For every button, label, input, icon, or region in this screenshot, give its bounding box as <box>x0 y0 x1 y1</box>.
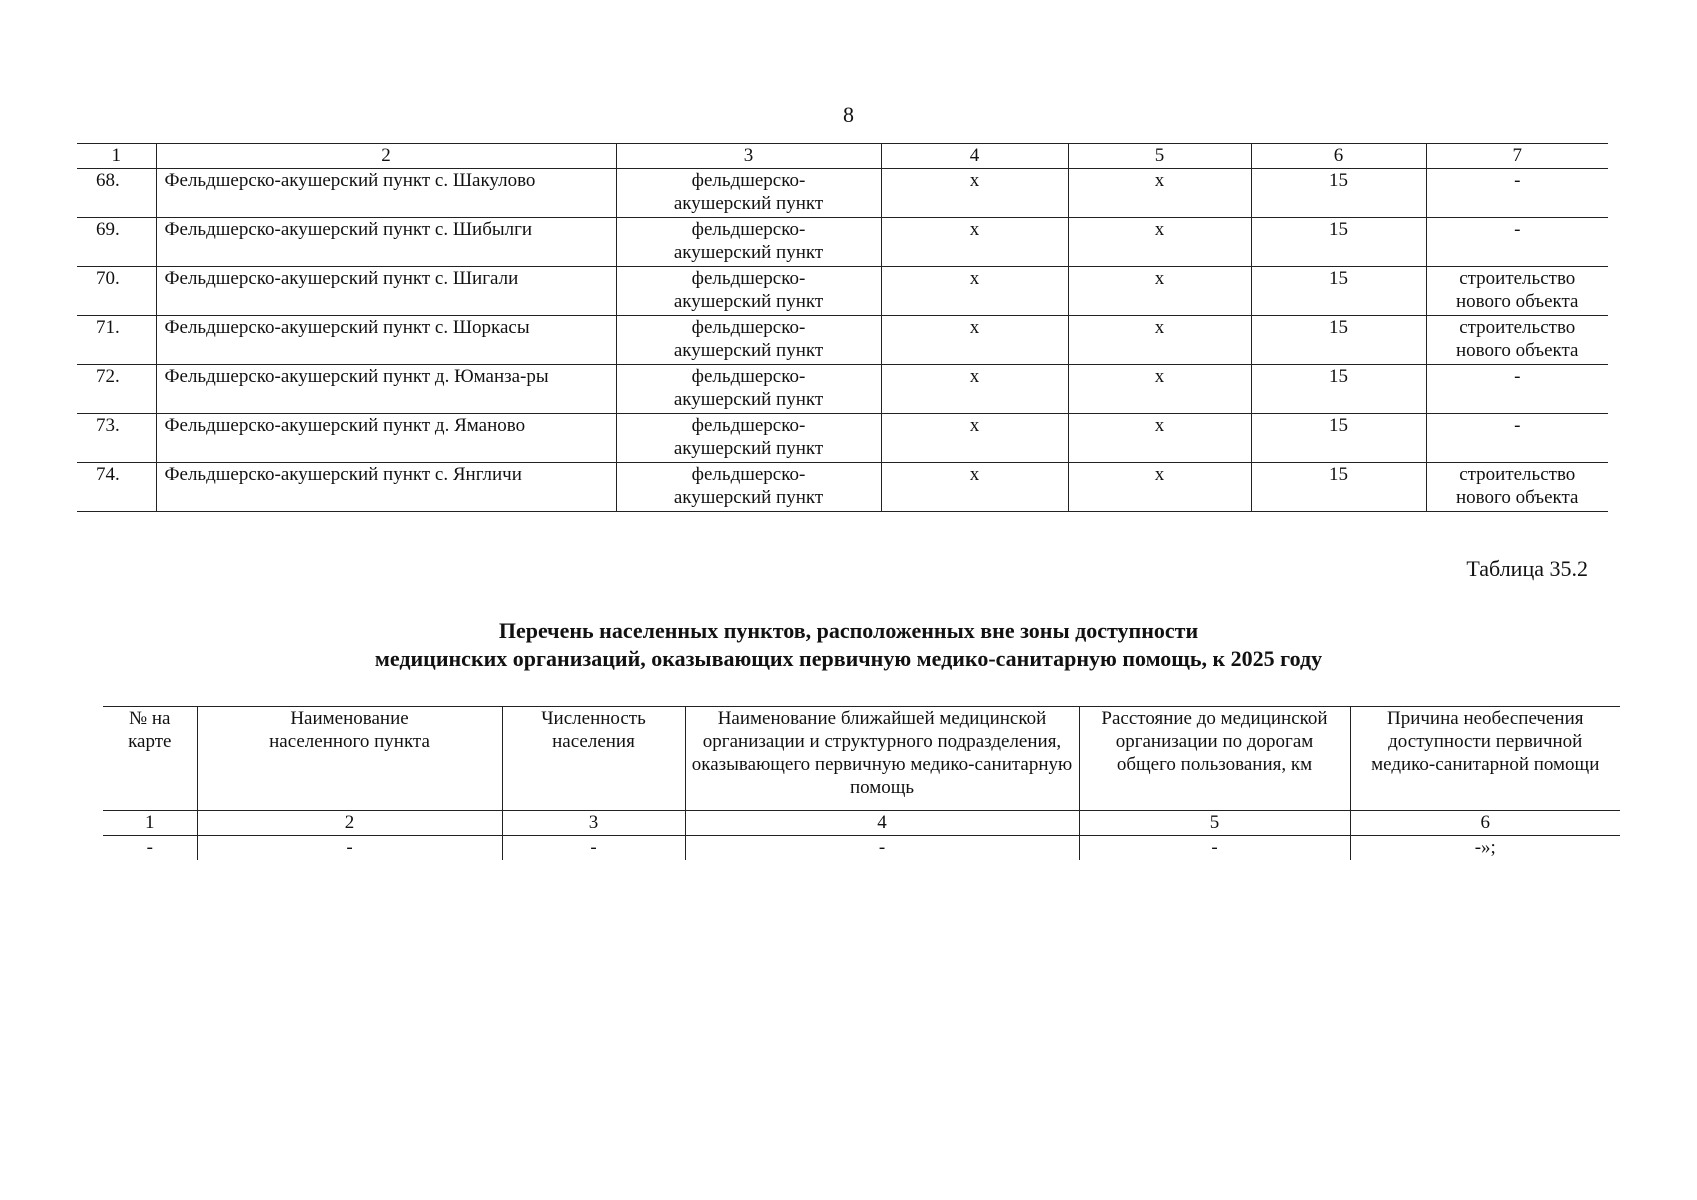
facility-type-line-2: акушерский пункт <box>673 389 824 410</box>
facility-type-line-1: фельдшерско- <box>691 317 806 338</box>
col-number: 3 <box>502 811 685 836</box>
table-row <box>77 365 1608 414</box>
note-cell <box>1426 365 1608 414</box>
table-row <box>77 267 1608 316</box>
note-line-1: строительство <box>1459 268 1576 289</box>
facility-type-line-2: акушерский пункт <box>673 291 824 312</box>
table-title-line-1: Перечень населенных пунктов, расположенных вне зоны доступности <box>498 618 1199 643</box>
note-line-2: нового объекта <box>1456 487 1579 508</box>
col-number: 5 <box>1079 811 1350 836</box>
facility-name: Фельдшерско-акушерский пункт с. Янгличи <box>156 463 616 512</box>
table-cell: 15 <box>1251 316 1426 365</box>
table-row <box>77 463 1608 512</box>
note-cell <box>1426 316 1608 365</box>
facility-type-line-2: акушерский пункт <box>673 438 824 459</box>
note-line-1: - <box>1514 219 1521 240</box>
facility-type <box>616 365 881 414</box>
table-cell: - <box>685 836 1079 861</box>
col-number: 6 <box>1251 144 1426 169</box>
table-cell: 15 <box>1251 365 1426 414</box>
table-cell: х <box>881 169 1068 218</box>
table-cell: х <box>881 463 1068 512</box>
header-row <box>103 707 1620 811</box>
table-cell: - <box>197 836 502 861</box>
facility-type-line-1: фельдшерско- <box>691 464 806 485</box>
table-cell: х <box>881 414 1068 463</box>
facility-name: Фельдшерско-акушерский пункт с. Шакулово <box>156 169 616 218</box>
table-cell: х <box>881 218 1068 267</box>
table-row <box>77 414 1608 463</box>
facility-name: Фельдшерско-акушерский пункт с. Шибылги <box>156 218 616 267</box>
row-number: 71. <box>77 316 156 365</box>
table-caption: Таблица 35.2 <box>1466 556 1588 581</box>
note-line-1: строительство <box>1459 464 1576 485</box>
header-cell: Наименование ближайшей медицинской организации и структурного подразделения, оказывающего первичную медико-санитарную помощь <box>685 707 1079 811</box>
note-cell <box>1426 414 1608 463</box>
col-number: 7 <box>1426 144 1608 169</box>
facility-name: Фельдшерско-акушерский пункт д. Яманово <box>156 414 616 463</box>
col-number: 1 <box>77 144 156 169</box>
facility-name: Фельдшерско-акушерский пункт с. Шигали <box>156 267 616 316</box>
note-line-1: строительство <box>1459 317 1576 338</box>
row-number: 74. <box>77 463 156 512</box>
table-title <box>0 617 1697 673</box>
page-number: 8 <box>843 102 854 127</box>
table-cell: 15 <box>1251 267 1426 316</box>
facility-name: Фельдшерско-акушерский пункт с. Шоркасы <box>156 316 616 365</box>
table-cell: х <box>881 365 1068 414</box>
facility-type-line-2: акушерский пункт <box>673 242 824 263</box>
table-cell: х <box>1068 169 1251 218</box>
note-cell <box>1426 267 1608 316</box>
col-number: 4 <box>881 144 1068 169</box>
facility-type-line-2: акушерский пункт <box>673 193 824 214</box>
table-title-line-2: медицинских организаций, оказывающих первичную медико-санитарную помощь, к 2025 году <box>374 646 1323 671</box>
col-number: 2 <box>197 811 502 836</box>
table-row <box>77 316 1608 365</box>
table-cell: - <box>103 836 197 861</box>
table-cell: х <box>1068 414 1251 463</box>
facility-type-line-1: фельдшерско- <box>691 415 806 436</box>
table-row <box>77 169 1608 218</box>
table-row <box>77 218 1608 267</box>
facility-name: Фельдшерско-акушерский пункт д. Юманза-ры <box>156 365 616 414</box>
note-line-2: нового объекта <box>1456 291 1579 312</box>
table-cell: х <box>1068 463 1251 512</box>
table-cell: 15 <box>1251 414 1426 463</box>
note-line-1: - <box>1514 366 1521 387</box>
facility-type-line-1: фельдшерско- <box>691 268 806 289</box>
facility-type <box>616 463 881 512</box>
table-cell: - <box>1079 836 1350 861</box>
facility-type-line-1: фельдшерско- <box>691 170 806 191</box>
note-cell <box>1426 463 1608 512</box>
note-line-1: - <box>1514 415 1521 436</box>
table-cell: х <box>1068 365 1251 414</box>
facility-type-line-1: фельдшерско- <box>691 219 806 240</box>
col-number: 6 <box>1350 811 1620 836</box>
row-number: 68. <box>77 169 156 218</box>
facility-type-line-1: фельдшерско- <box>691 366 806 387</box>
col-number: 1 <box>103 811 197 836</box>
col-number: 2 <box>156 144 616 169</box>
row-number: 72. <box>77 365 156 414</box>
column-numbers-row <box>103 811 1620 836</box>
col-number: 4 <box>685 811 1079 836</box>
table-cell: -»; <box>1350 836 1620 861</box>
header-cell: Наименование населенного пункта <box>197 707 502 811</box>
table-cell: х <box>1068 218 1251 267</box>
facility-type <box>616 414 881 463</box>
row-number: 73. <box>77 414 156 463</box>
table-cell: - <box>502 836 685 861</box>
note-line-1: - <box>1514 170 1521 191</box>
table-cell: х <box>881 267 1068 316</box>
table-cell: х <box>881 316 1068 365</box>
table-cell: 15 <box>1251 169 1426 218</box>
col-number: 5 <box>1068 144 1251 169</box>
header-cell: Расстояние до медицинской организации по дорогам общего пользования, км <box>1079 707 1350 811</box>
facility-type-line-2: акушерский пункт <box>673 487 824 508</box>
settlements-table <box>103 706 1620 860</box>
medical-points-table <box>77 143 1608 512</box>
facility-type-line-2: акушерский пункт <box>673 340 824 361</box>
facility-type <box>616 218 881 267</box>
row-number: 70. <box>77 267 156 316</box>
table-cell: х <box>1068 267 1251 316</box>
facility-type <box>616 316 881 365</box>
header-cell: Численность населения <box>502 707 685 811</box>
table-cell: 15 <box>1251 463 1426 512</box>
column-numbers-row <box>77 144 1608 169</box>
table-row <box>103 836 1620 861</box>
header-cell: Причина необеспечения доступности первичной медико-санитарной помощи <box>1350 707 1620 811</box>
note-line-2: нового объекта <box>1456 340 1579 361</box>
row-number: 69. <box>77 218 156 267</box>
header-cell: № на карте <box>103 707 197 811</box>
facility-type <box>616 169 881 218</box>
facility-type <box>616 267 881 316</box>
table-cell: х <box>1068 316 1251 365</box>
table-cell: 15 <box>1251 218 1426 267</box>
note-cell <box>1426 218 1608 267</box>
col-number: 3 <box>616 144 881 169</box>
note-cell <box>1426 169 1608 218</box>
